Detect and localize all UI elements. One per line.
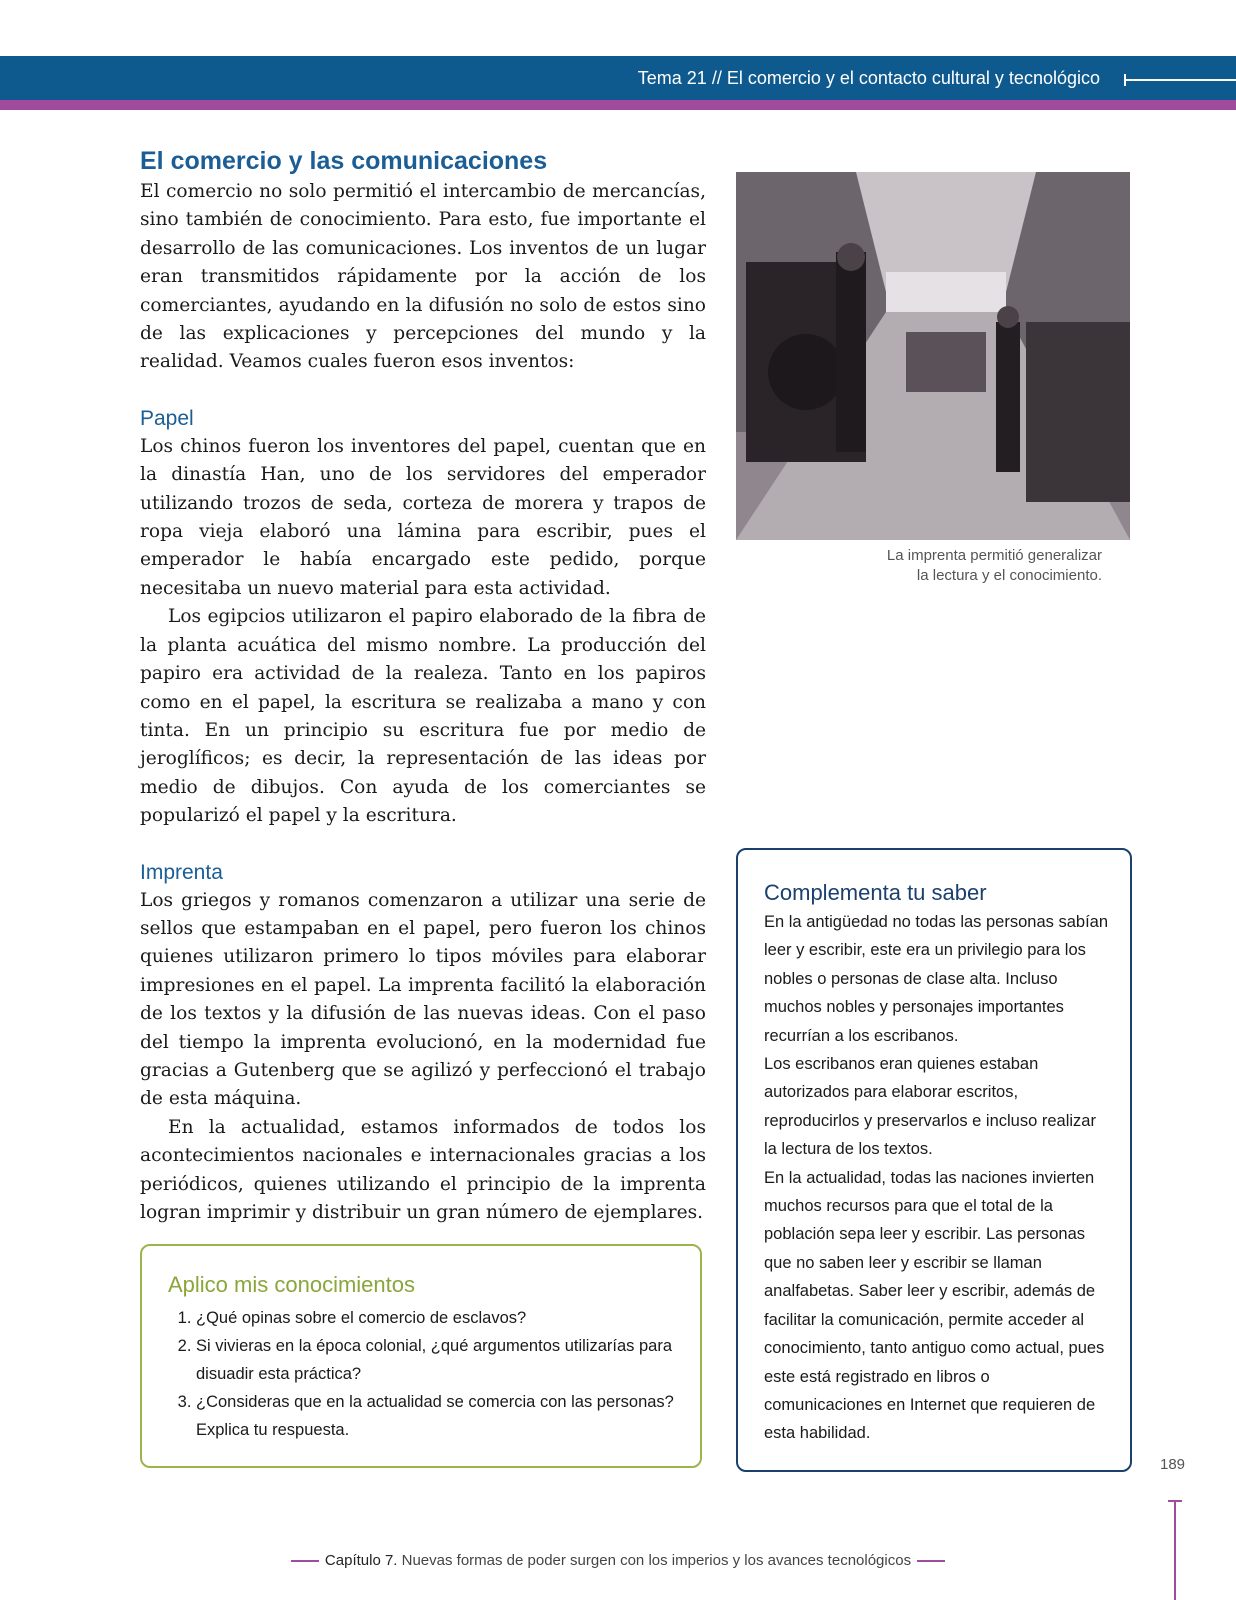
caption-line-2: la lectura y el conocimiento. (916, 567, 1102, 584)
complementa-paragraph-2: Los escribanos eran quienes estaban autorizados para elaborar escritos, reproducirlos y preservarlos e incluso realizar la lectura de los textos. (764, 1055, 1096, 1159)
printing-press-photo (736, 172, 1130, 540)
section-title: El comercio y las comunicaciones (140, 147, 548, 175)
header-stripe (0, 100, 1236, 110)
main-column (140, 146, 706, 1227)
imprenta-heading: Imprenta (140, 860, 223, 884)
printing-press-illustration (736, 172, 1130, 540)
footer-bar-left (291, 1560, 319, 1562)
complementa-title: Complementa tu saber (764, 880, 987, 905)
margin-line (1174, 1500, 1176, 1600)
intro-paragraph: El comercio no solo permitió el intercambio de mercancías, sino también de conocimiento. Para esto, fue importante el desarrollo de las comunicaciones. Los inventos de un lugar eran transmitidos rápidamente por la acción de los comerciantes, ayudando en la difusión no solo de estos sino de las explicaciones y percepciones del mundo y la realidad. Veamos cuales fueron esos inventos: (140, 181, 706, 373)
imprenta-paragraph-1: Los griegos y romanos comenzaron a utilizar una serie de sellos que estampaban en el papel, pero fueron los chinos quienes utilizaron primero lo tipos móviles para elaborar impresiones en el papel. La imprenta facilitó la elaboración de los textos y la difusión de las nuevas ideas. Con el paso del tiempo la imprenta evolucionó, en la modernidad fue gracias a Gutenberg que se agilizó y perfeccionó el trabajo de esta máquina. (140, 889, 706, 1110)
complementa-paragraph-3: En la actualidad, todas las naciones invierten muchos recursos para que el total de la población sepa leer y escribir. Las personas que no saben leer y escribir se llaman analfabetas. Saber leer y escribir, además de facilitar la comunicación, permite acceder al conocimiento, tanto antiguo como actual, pues este está registrado en libros o comunicaciones en Internet que requieren de esta habilidad. (764, 1168, 1105, 1443)
imprenta-paragraph-2: En la actualidad, estamos informados de todos los acontecimientos nacionales e internacionales gracias a los periódicos, quienes utilizando el principio de la imprenta logran imprimir y distribuir un gran número de ejemplares. (140, 1116, 706, 1223)
papel-paragraph-1: Los chinos fueron los inventores del papel, cuentan que en la dinastía Han, uno de los servidores del emperador utilizando trozos de seda, corteza de morera y trapos de ropa vieja elaboró una lámina para escribir, pues el emperador le había encargado este pedido, porque necesitaba un nuevo material para esta actividad. (140, 435, 706, 599)
aplico-item-3: 3. ¿Consideras que en la actualidad se comercia con las personas? Explica tu respuesta. (196, 1388, 676, 1444)
footer (0, 1552, 1236, 1569)
header-line (1124, 79, 1236, 81)
photo-caption (760, 546, 1102, 586)
topic-title: Tema 21 // El comercio y el contacto cultural y tecnológico (637, 68, 1100, 88)
papel-paragraph-2: Los egipcios utilizaron el papiro elaborado de la fibra de la planta acuática del mismo nombre. La producción del papiro era actividad de la realeza. Tanto en los papiros como en el papel, la escritura se realizaba a mano y con tinta. En un principio su escritura fue por medio de jeroglíficos; es decir, la representación de las ideas por medio de dibujos. Con ayuda de los comerciantes se popularizó el papel y la escritura. (140, 606, 706, 827)
footer-text: Nuevas formas de poder surgen con los imperios y los avances tecnológicos (397, 1552, 912, 1569)
aplico-item-1: 1. ¿Qué opinas sobre el comercio de esclavos? (196, 1304, 676, 1332)
aplico-title: Aplico mis conocimientos (168, 1272, 415, 1297)
aplico-item-2: 2. Si vivieras en la época colonial, ¿qué argumentos utilizarías para disuadir esta práctica? (196, 1332, 676, 1388)
footer-chapter: Capítulo 7. (324, 1552, 398, 1569)
footer-bar-right (917, 1560, 945, 1562)
papel-heading: Papel (140, 406, 194, 430)
complementa-box (736, 848, 1132, 1472)
page-number: 189 (1160, 1456, 1186, 1473)
aplico-list (168, 1304, 676, 1444)
caption-line-1: La imprenta permitió generalizar (886, 547, 1102, 564)
aplico-box (140, 1244, 702, 1468)
complementa-paragraph-1: En la antigüedad no todas las personas sabían leer y escribir, este era un privilegio para los nobles o personas de clase alta. Incluso muchos nobles y personajes importantes recurrían a los escribanos. (764, 913, 1109, 1045)
